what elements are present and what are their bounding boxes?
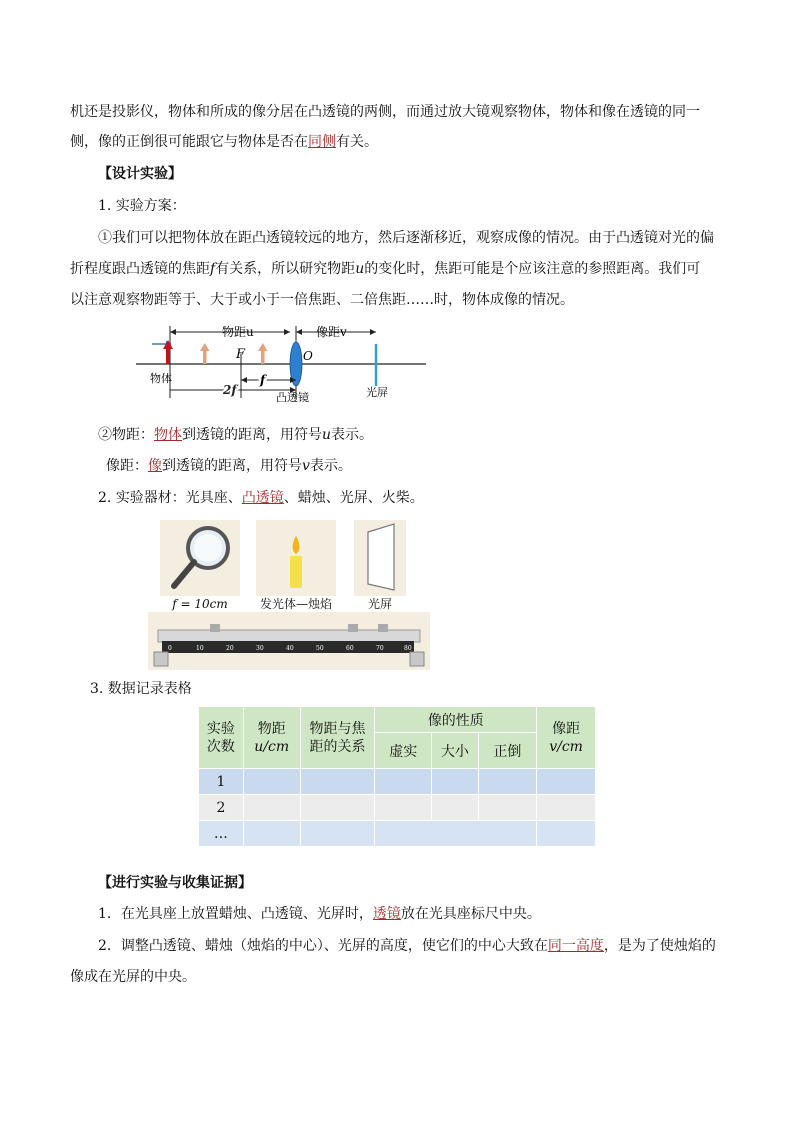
paragraph-line (70, 254, 730, 284)
text: 到透镜的距离，用符号 (162, 458, 302, 474)
paragraph-line (70, 97, 730, 127)
table-cell[interactable] (537, 795, 596, 821)
lens-diagram (130, 318, 430, 404)
text: 表示。 (309, 458, 352, 474)
header-image-distance (537, 707, 596, 769)
tick-label: 70 (376, 645, 384, 652)
label-image-distance: 像距v (316, 325, 347, 339)
object-arrow (166, 348, 170, 364)
text: 1．在光具座上放置蜡烛、凸透镜、光屏时， (98, 906, 373, 922)
header-text: 物距 (257, 720, 286, 737)
text: 折程度跟凸透镜的焦距 (70, 261, 210, 277)
answer-text: 物体 (154, 427, 182, 443)
optical-bench-icon (148, 612, 430, 670)
table-cell[interactable] (300, 795, 375, 821)
label-f: f (260, 373, 266, 387)
label-O: O (303, 349, 313, 363)
table-cell[interactable] (243, 821, 300, 847)
answer-text: 像 (148, 458, 162, 474)
text: 到透镜的距离，用符号 (182, 427, 322, 443)
table-cell[interactable] (375, 769, 432, 795)
conduct-step-2 (98, 931, 758, 961)
label-screen: 光屏 (366, 386, 388, 399)
paragraph-line (70, 127, 730, 157)
text: 2. 实验器材：光具座、 (98, 490, 242, 506)
text: 机还是投影仪，物体和所成的像分居在凸透镜的两侧，而通过放大镜观察物体，物体和像在透镜的同一 (70, 104, 700, 120)
table-row (199, 769, 596, 795)
table-row (199, 795, 596, 821)
table-cell[interactable] (300, 821, 375, 847)
header-unit: u/cm (254, 738, 290, 755)
screen-image (354, 520, 406, 596)
table-cell[interactable] (537, 769, 596, 795)
candle-caption: 发光体—烛焰 (259, 597, 332, 611)
section-heading-conduct: 【进行实验与收集证据】 (98, 875, 252, 891)
screen-caption: 光屏 (367, 597, 392, 611)
label-lens: 凸透镜 (276, 391, 309, 404)
tick-label: 50 (316, 645, 324, 652)
subheader-size: 大小 (432, 733, 479, 769)
section-heading-design: 【设计实验】 (98, 166, 182, 182)
symbol-u: u (322, 427, 332, 443)
answer-text: 同一高度 (547, 938, 604, 954)
magnifier-icon (160, 520, 240, 596)
answer-text: 凸透镜 (241, 490, 284, 506)
text: 有关。 (336, 134, 378, 150)
tick-label: 10 (196, 645, 204, 652)
text: 有关系，所以研究物距 (215, 261, 356, 277)
header-text: 像距 (552, 720, 581, 737)
header-trial (199, 707, 244, 769)
header-text: 物距与焦距的关系 (309, 720, 366, 755)
label-object-distance: 物距u (222, 325, 254, 339)
text: 像距： (106, 458, 148, 474)
table-cell[interactable] (537, 821, 596, 847)
symbol-f: f (210, 261, 216, 277)
step-2 (98, 483, 758, 513)
table-cell[interactable] (478, 769, 537, 795)
paragraph-line (70, 285, 730, 315)
definition-object-distance (98, 420, 758, 450)
candle-icon (256, 520, 336, 596)
cell-trial: 2 (199, 795, 244, 821)
paragraph-line (98, 223, 758, 253)
tick-label: 0 (168, 645, 172, 652)
text: 侧，像的正倒很可能跟它与物体是否在 (70, 134, 308, 150)
symbol-v: v (302, 458, 310, 474)
header-object-distance (243, 707, 300, 769)
label-2f: 2f (223, 383, 237, 397)
step-1: 1. 实验方案： (98, 198, 186, 214)
answer-text: 同侧 (308, 134, 336, 150)
conduct-step-2-cont: 像成在光屏的中央。 (70, 969, 196, 985)
header-unit: v/cm (549, 738, 583, 755)
text: 放在光具座标尺中央。 (400, 906, 541, 922)
text: ，是为了使烛焰的 (603, 938, 716, 954)
header-relation (300, 707, 375, 769)
subheader-orientation: 正倒 (478, 733, 537, 769)
tick-label: 20 (226, 645, 234, 652)
label-F: F (236, 347, 246, 362)
text: ①我们可以把物体放在距凸透镜较远的地方，然后逐渐移近，观察成像的情况。由于凸透镜对光的偏 (98, 230, 714, 246)
tick-label: 80 (404, 645, 412, 652)
conduct-step-1 (98, 899, 758, 929)
candle-image (256, 520, 336, 596)
table-row (199, 821, 596, 847)
screen-icon (354, 520, 406, 596)
text: 、蜡烛、光屏、火柴。 (283, 490, 424, 506)
step-3: 3. 数据记录表格 (90, 681, 192, 697)
table-cell[interactable] (375, 821, 537, 847)
optical-bench-image (148, 612, 430, 670)
text: 的变化时，焦距可能是个应该注意的参照距离。我们可 (364, 261, 701, 277)
table-cell[interactable] (432, 769, 479, 795)
table-cell[interactable] (300, 769, 375, 795)
tick-label: 30 (256, 645, 264, 652)
data-record-table (198, 706, 596, 847)
table-cell[interactable] (375, 795, 432, 821)
symbol-u: u (355, 261, 365, 277)
subheader-real: 虚实 (375, 733, 432, 769)
table-cell[interactable] (243, 769, 300, 795)
table-cell[interactable] (432, 795, 479, 821)
text: 2．调整凸透镜、蜡烛（烛焰的中心）、光屏的高度，使它们的中心大致在 (98, 938, 548, 954)
text: ②物距： (98, 427, 154, 443)
label-object: 物体 (150, 372, 172, 385)
tick-label: 60 (346, 645, 354, 652)
text: 表示。 (331, 427, 374, 443)
header-text: 实验次数 (206, 720, 235, 755)
tick-label: 40 (286, 645, 294, 652)
text: 以注意观察物距等于、大于或小于一倍焦距、二倍焦距……时，物体成像的情况。 (70, 292, 574, 308)
header-image-nature: 像的性质 (375, 707, 537, 733)
cell-trial: 1 (199, 769, 244, 795)
table-cell[interactable] (243, 795, 300, 821)
lens-caption: f = 10cm (172, 597, 228, 611)
definition-image-distance (106, 451, 766, 481)
table-cell[interactable] (478, 795, 537, 821)
answer-text: 透镜 (372, 906, 401, 922)
cell-trial: … (199, 821, 244, 847)
magnifier-image (160, 520, 240, 596)
